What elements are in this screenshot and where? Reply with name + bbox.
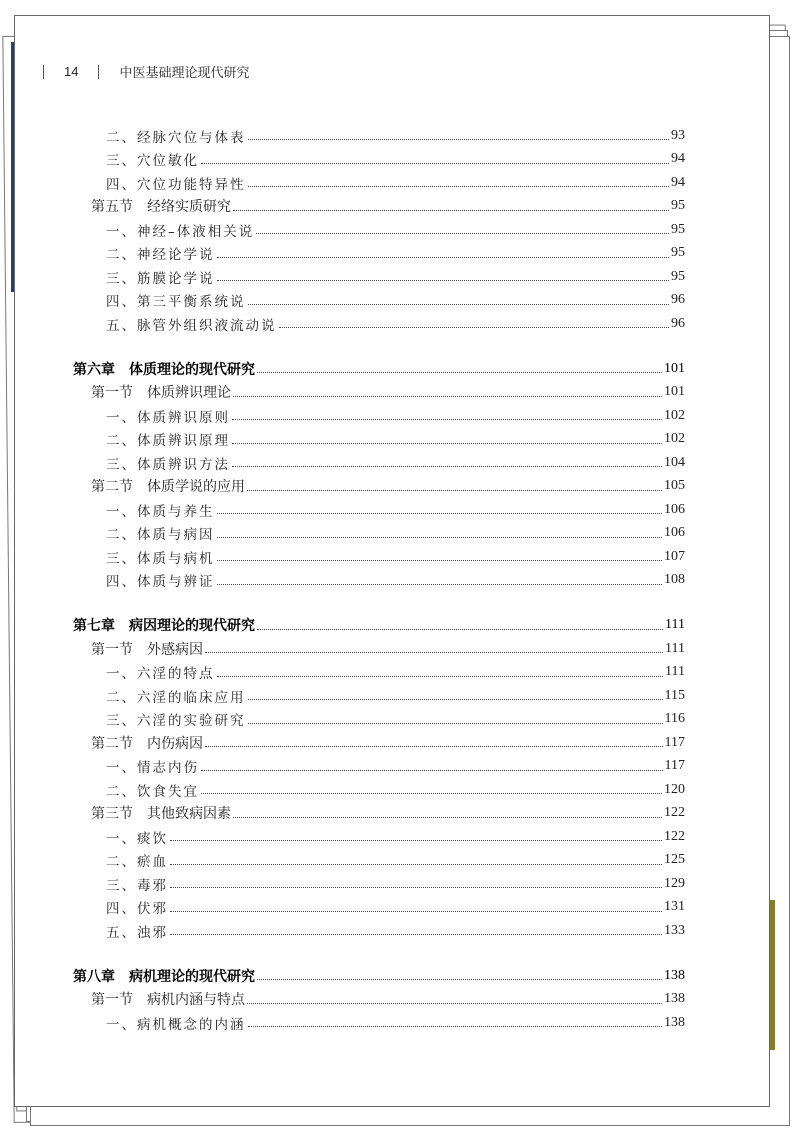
toc-chapter[interactable] (73, 357, 685, 381)
dot-leader (205, 746, 663, 747)
toc-title: 第一节 病机内涵与特点 (91, 992, 245, 1009)
toc-entry[interactable] (73, 124, 685, 148)
toc-entry[interactable] (73, 428, 685, 452)
header-divider (98, 65, 99, 79)
toc-page-number: 117 (664, 758, 685, 774)
toc-entry[interactable] (73, 684, 685, 708)
toc-page-number: 95 (671, 198, 685, 214)
dot-leader (170, 864, 662, 865)
toc-title: 三、毒邪 (106, 877, 168, 894)
toc-title: 第一节 体质辨识理论 (91, 385, 231, 402)
toc-title: 第六章 体质理论的现代研究 (73, 361, 255, 378)
toc-page-number: 111 (665, 640, 685, 656)
toc-chapter[interactable] (73, 614, 685, 638)
toc-entry[interactable] (73, 404, 685, 428)
toc-page-number: 95 (671, 245, 685, 261)
toc-title: 三、穴位敏化 (106, 153, 199, 170)
running-header (43, 62, 249, 81)
toc-entry[interactable] (73, 498, 685, 522)
toc-page-number: 95 (671, 221, 685, 237)
dot-leader (201, 793, 662, 794)
toc-title: 一、情志内伤 (106, 760, 199, 777)
dot-leader (247, 1003, 662, 1004)
dot-leader (233, 817, 662, 818)
toc-page-number: 102 (664, 407, 685, 423)
dot-leader (257, 372, 662, 373)
dot-leader (201, 163, 669, 164)
toc-title: 二、体质与病因 (106, 527, 215, 544)
dot-leader (248, 304, 670, 305)
dot-leader (248, 1026, 663, 1027)
toc-entry[interactable] (73, 849, 685, 873)
toc-title: 三、体质与病机 (106, 550, 215, 567)
toc-page-number: 101 (664, 360, 685, 376)
dot-leader (233, 210, 669, 211)
toc-page-number: 111 (665, 617, 685, 633)
toc-title: 一、体质与养生 (106, 503, 215, 520)
toc-page-number: 133 (664, 922, 685, 938)
dot-leader (170, 934, 662, 935)
toc-page-number: 129 (664, 875, 685, 891)
dot-leader (232, 466, 662, 467)
toc-page-number: 106 (664, 525, 685, 541)
dot-leader (170, 887, 662, 888)
toc-entry[interactable] (73, 825, 685, 849)
toc-title: 一、病机概念的内涵 (106, 1016, 246, 1033)
book-title: 中医基础理论现代研究 (119, 66, 250, 81)
toc-title: 二、六淫的临床应用 (106, 689, 246, 706)
toc-entry[interactable] (73, 242, 685, 266)
toc-title: 二、经脉穴位与体表 (106, 129, 246, 146)
toc-page-number: 105 (664, 478, 685, 494)
toc-page-number: 122 (664, 828, 685, 844)
toc-title: 第七章 病因理论的现代研究 (73, 618, 255, 635)
dot-leader (257, 629, 663, 630)
toc-page-number: 107 (664, 548, 685, 564)
toc-page-number: 106 (664, 501, 685, 517)
table-of-contents (73, 124, 685, 1035)
toc-entry[interactable] (73, 661, 685, 685)
toc-title: 第三节 其他致病因素 (91, 806, 231, 823)
dot-leader (217, 584, 663, 585)
dot-leader (257, 979, 662, 980)
toc-title: 一、神经–体液相关说 (106, 223, 255, 240)
toc-page-number: 120 (664, 781, 685, 797)
toc-title: 一、痰饮 (106, 830, 168, 847)
toc-entry[interactable] (73, 896, 685, 920)
toc-title: 第一节 外感病因 (91, 641, 203, 658)
toc-page-number: 95 (671, 268, 685, 284)
toc-section[interactable] (73, 475, 685, 499)
toc-page-number: 116 (664, 711, 685, 727)
toc-entry[interactable] (73, 708, 685, 732)
toc-page-number: 102 (664, 431, 685, 447)
toc-entry[interactable] (73, 218, 685, 242)
toc-title: 五、浊邪 (106, 924, 168, 941)
toc-page-number: 131 (664, 899, 685, 915)
toc-title: 第五节 经络实质研究 (91, 199, 231, 216)
toc-title: 二、神经论学说 (106, 247, 215, 264)
toc-title: 二、瘀血 (106, 854, 168, 871)
toc-page-number: 138 (664, 967, 685, 983)
dot-leader (232, 419, 662, 420)
toc-section[interactable] (73, 637, 685, 661)
toc-title: 四、穴位功能特异性 (106, 176, 246, 193)
toc-page-number: 122 (664, 805, 685, 821)
toc-title: 二、饮食失宜 (106, 783, 199, 800)
toc-entry[interactable] (73, 148, 685, 172)
toc-page-number: 93 (671, 127, 685, 143)
toc-title: 一、六淫的特点 (106, 666, 215, 683)
toc-page-number: 94 (671, 174, 685, 190)
toc-section[interactable] (73, 381, 685, 405)
dot-leader (217, 513, 663, 514)
dot-leader (247, 490, 662, 491)
toc-entry[interactable] (73, 1011, 685, 1035)
dot-leader (217, 537, 663, 538)
page-number: 14 (64, 64, 79, 79)
toc-entry[interactable] (73, 778, 685, 802)
dot-leader (217, 257, 670, 258)
toc-section[interactable] (73, 195, 685, 219)
toc-entry[interactable] (73, 522, 685, 546)
toc-title: 三、六淫的实验研究 (106, 713, 246, 730)
toc-title: 二、体质辨识原理 (106, 433, 230, 450)
toc-title: 四、第三平衡系统说 (106, 294, 246, 311)
toc-title: 第八章 病机理论的现代研究 (73, 968, 255, 985)
toc-page-number: 108 (664, 572, 685, 588)
toc-entry[interactable] (73, 545, 685, 569)
toc-title: 一、体质辨识原则 (106, 409, 230, 426)
dot-leader (233, 396, 662, 397)
toc-page-number: 104 (664, 454, 685, 470)
toc-page-number: 94 (671, 151, 685, 167)
toc-entry[interactable] (73, 755, 685, 779)
dot-leader (205, 652, 663, 653)
toc-section[interactable] (73, 802, 685, 826)
toc-chapter[interactable] (73, 964, 685, 988)
toc-entry[interactable] (73, 451, 685, 475)
toc-entry[interactable] (73, 289, 685, 313)
toc-page-number: 117 (664, 734, 685, 750)
dot-leader (217, 280, 670, 281)
toc-title: 三、体质辨识方法 (106, 456, 230, 473)
toc-entry[interactable] (73, 171, 685, 195)
dot-leader (248, 139, 670, 140)
toc-page-number: 138 (664, 1014, 685, 1030)
dot-leader (248, 186, 670, 187)
toc-title: 四、体质与辨证 (106, 574, 215, 591)
dot-leader (279, 327, 670, 328)
toc-title: 三、筋膜论学说 (106, 270, 215, 287)
toc-entry[interactable] (73, 872, 685, 896)
toc-page-number: 138 (664, 991, 685, 1007)
dot-leader (201, 770, 663, 771)
toc-title: 四、伏邪 (106, 901, 168, 918)
dot-leader (217, 676, 664, 677)
toc-title: 第二节 体质学说的应用 (91, 479, 245, 496)
toc-entry[interactable] (73, 919, 685, 943)
toc-page-number: 125 (664, 852, 685, 868)
toc-entry[interactable] (73, 569, 685, 593)
toc-section[interactable] (73, 988, 685, 1012)
toc-page-number: 115 (664, 687, 685, 703)
toc-page-number: 111 (665, 664, 685, 680)
dot-leader (232, 443, 662, 444)
dot-leader (248, 723, 663, 724)
dot-leader (217, 560, 663, 561)
toc-entry[interactable] (73, 312, 685, 336)
toc-title: 五、脉管外组织液流动说 (106, 317, 277, 334)
dot-leader (256, 233, 669, 234)
book-page (14, 15, 770, 1107)
toc-page-number: 96 (671, 292, 685, 308)
dot-leader (170, 840, 662, 841)
toc-title: 第二节 内伤病因 (91, 735, 203, 752)
toc-entry[interactable] (73, 265, 685, 289)
toc-page-number: 101 (664, 384, 685, 400)
header-divider (43, 65, 44, 79)
dot-leader (248, 699, 663, 700)
toc-section[interactable] (73, 731, 685, 755)
toc-page-number: 96 (671, 315, 685, 331)
dot-leader (170, 911, 662, 912)
